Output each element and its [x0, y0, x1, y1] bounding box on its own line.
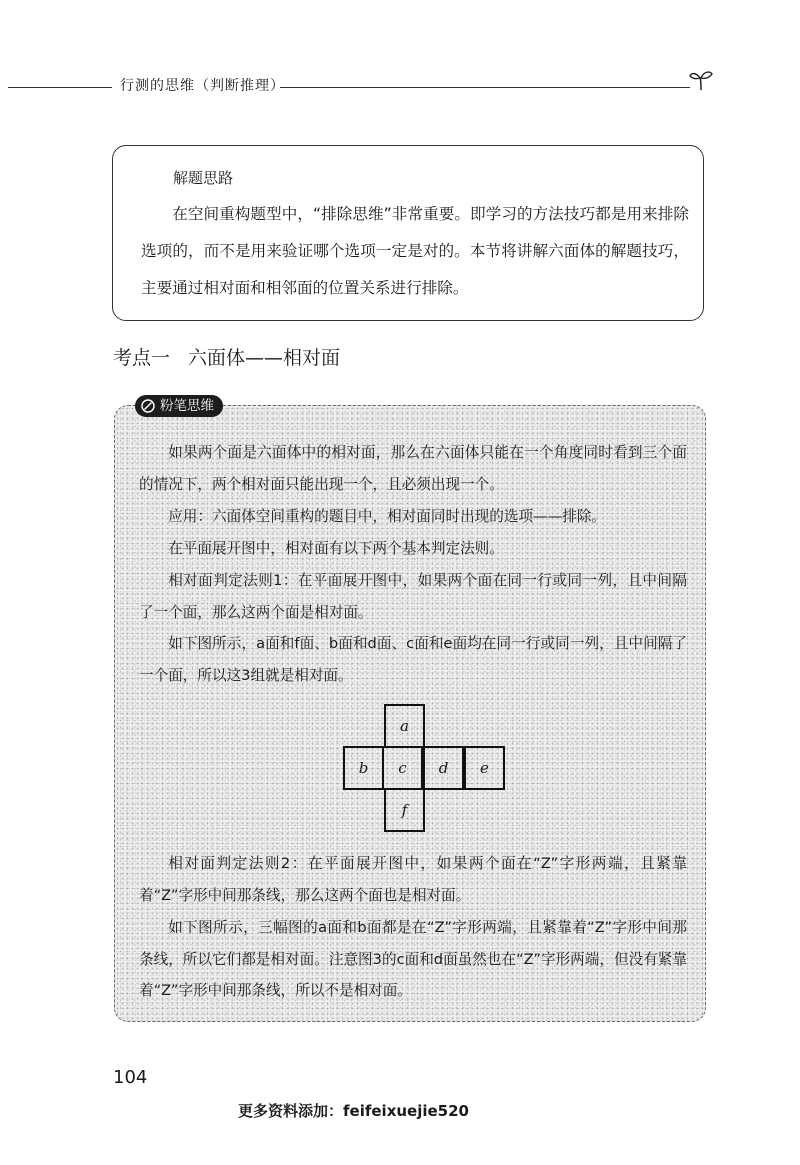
- net-face-f: f: [384, 788, 425, 832]
- header-rule-left: [8, 87, 112, 88]
- paragraph: 如果两个面是六面体中的相对面，那么在六面体只能在一个角度同时看到三个面的情况下，两个相对面只能出现一个，且必须出现一个。: [139, 444, 687, 493]
- badge-label: 粉笔思维: [160, 398, 214, 414]
- paragraph: 应用：六面体空间重构的题目中，相对面同时出现的选项——排除。: [168, 508, 607, 525]
- page-number: 104: [113, 1067, 148, 1088]
- paragraph: 相对面判定法则2：在平面展开图中，如果两个面在“Z”字形两端，且紧靠着“Z”字形中间那条线，那么这两个面也是相对面。: [139, 855, 687, 904]
- chalk-thinking-badge: [135, 395, 223, 417]
- net-face-d: d: [423, 746, 464, 790]
- chalk-thinking-box: [114, 398, 706, 1022]
- section-number: 考点一: [113, 347, 171, 369]
- paragraph: 在平面展开图中，相对面有以下两个基本判定法则。: [168, 540, 504, 557]
- section-heading: 六面体——相对面: [188, 347, 341, 369]
- footer-contact: feifeixuejie520: [343, 1102, 469, 1120]
- net-face-c: c: [382, 746, 423, 790]
- pencil-circle-icon: [141, 399, 155, 413]
- footer-label: 更多资料添加：: [238, 1102, 344, 1120]
- header-title: 行测的思维（判断推理）: [120, 78, 285, 94]
- net-face-a: a: [384, 704, 425, 748]
- box-heading: 解题思路: [173, 169, 234, 187]
- section-title: [113, 343, 340, 370]
- net-face-b: b: [343, 746, 384, 790]
- sprout-icon: [688, 68, 714, 92]
- paragraph: 如下图所示，三幅图的a面和b面都是在“Z”字形两端，且紧靠着“Z”字形中间那条线，所以它们都是相对面。注意图3的c面和d面虽然也在“Z”字形两端，但没有紧靠着“Z”字形中间那条线，所以不是相对面。: [139, 919, 687, 999]
- running-header: [8, 74, 714, 98]
- footer-note: [238, 1100, 469, 1121]
- net-face-e: e: [464, 746, 505, 790]
- paragraph: 如下图所示，a面和f面、b面和d面、c面和e面均在同一行或同一列，且中间隔了一个面，所以这3组就是相对面。: [139, 635, 687, 684]
- paragraph: 相对面判定法则1：在平面展开图中，如果两个面在同一行或同一列，且中间隔了一个面，那么这两个面是相对面。: [139, 572, 687, 621]
- solution-approach-box: [112, 145, 704, 321]
- cube-net-diagram: [343, 704, 509, 836]
- box-paragraph: 在空间重构题型中，“排除思维”非常重要。即学习的方法技巧都是用来排除选项的，而不是用来验证哪个选项一定是对的。本节将讲解六面体的解题技巧，主要通过相对面和相邻面的位置关系进行排除。: [141, 205, 689, 297]
- header-rule-right: [280, 87, 690, 88]
